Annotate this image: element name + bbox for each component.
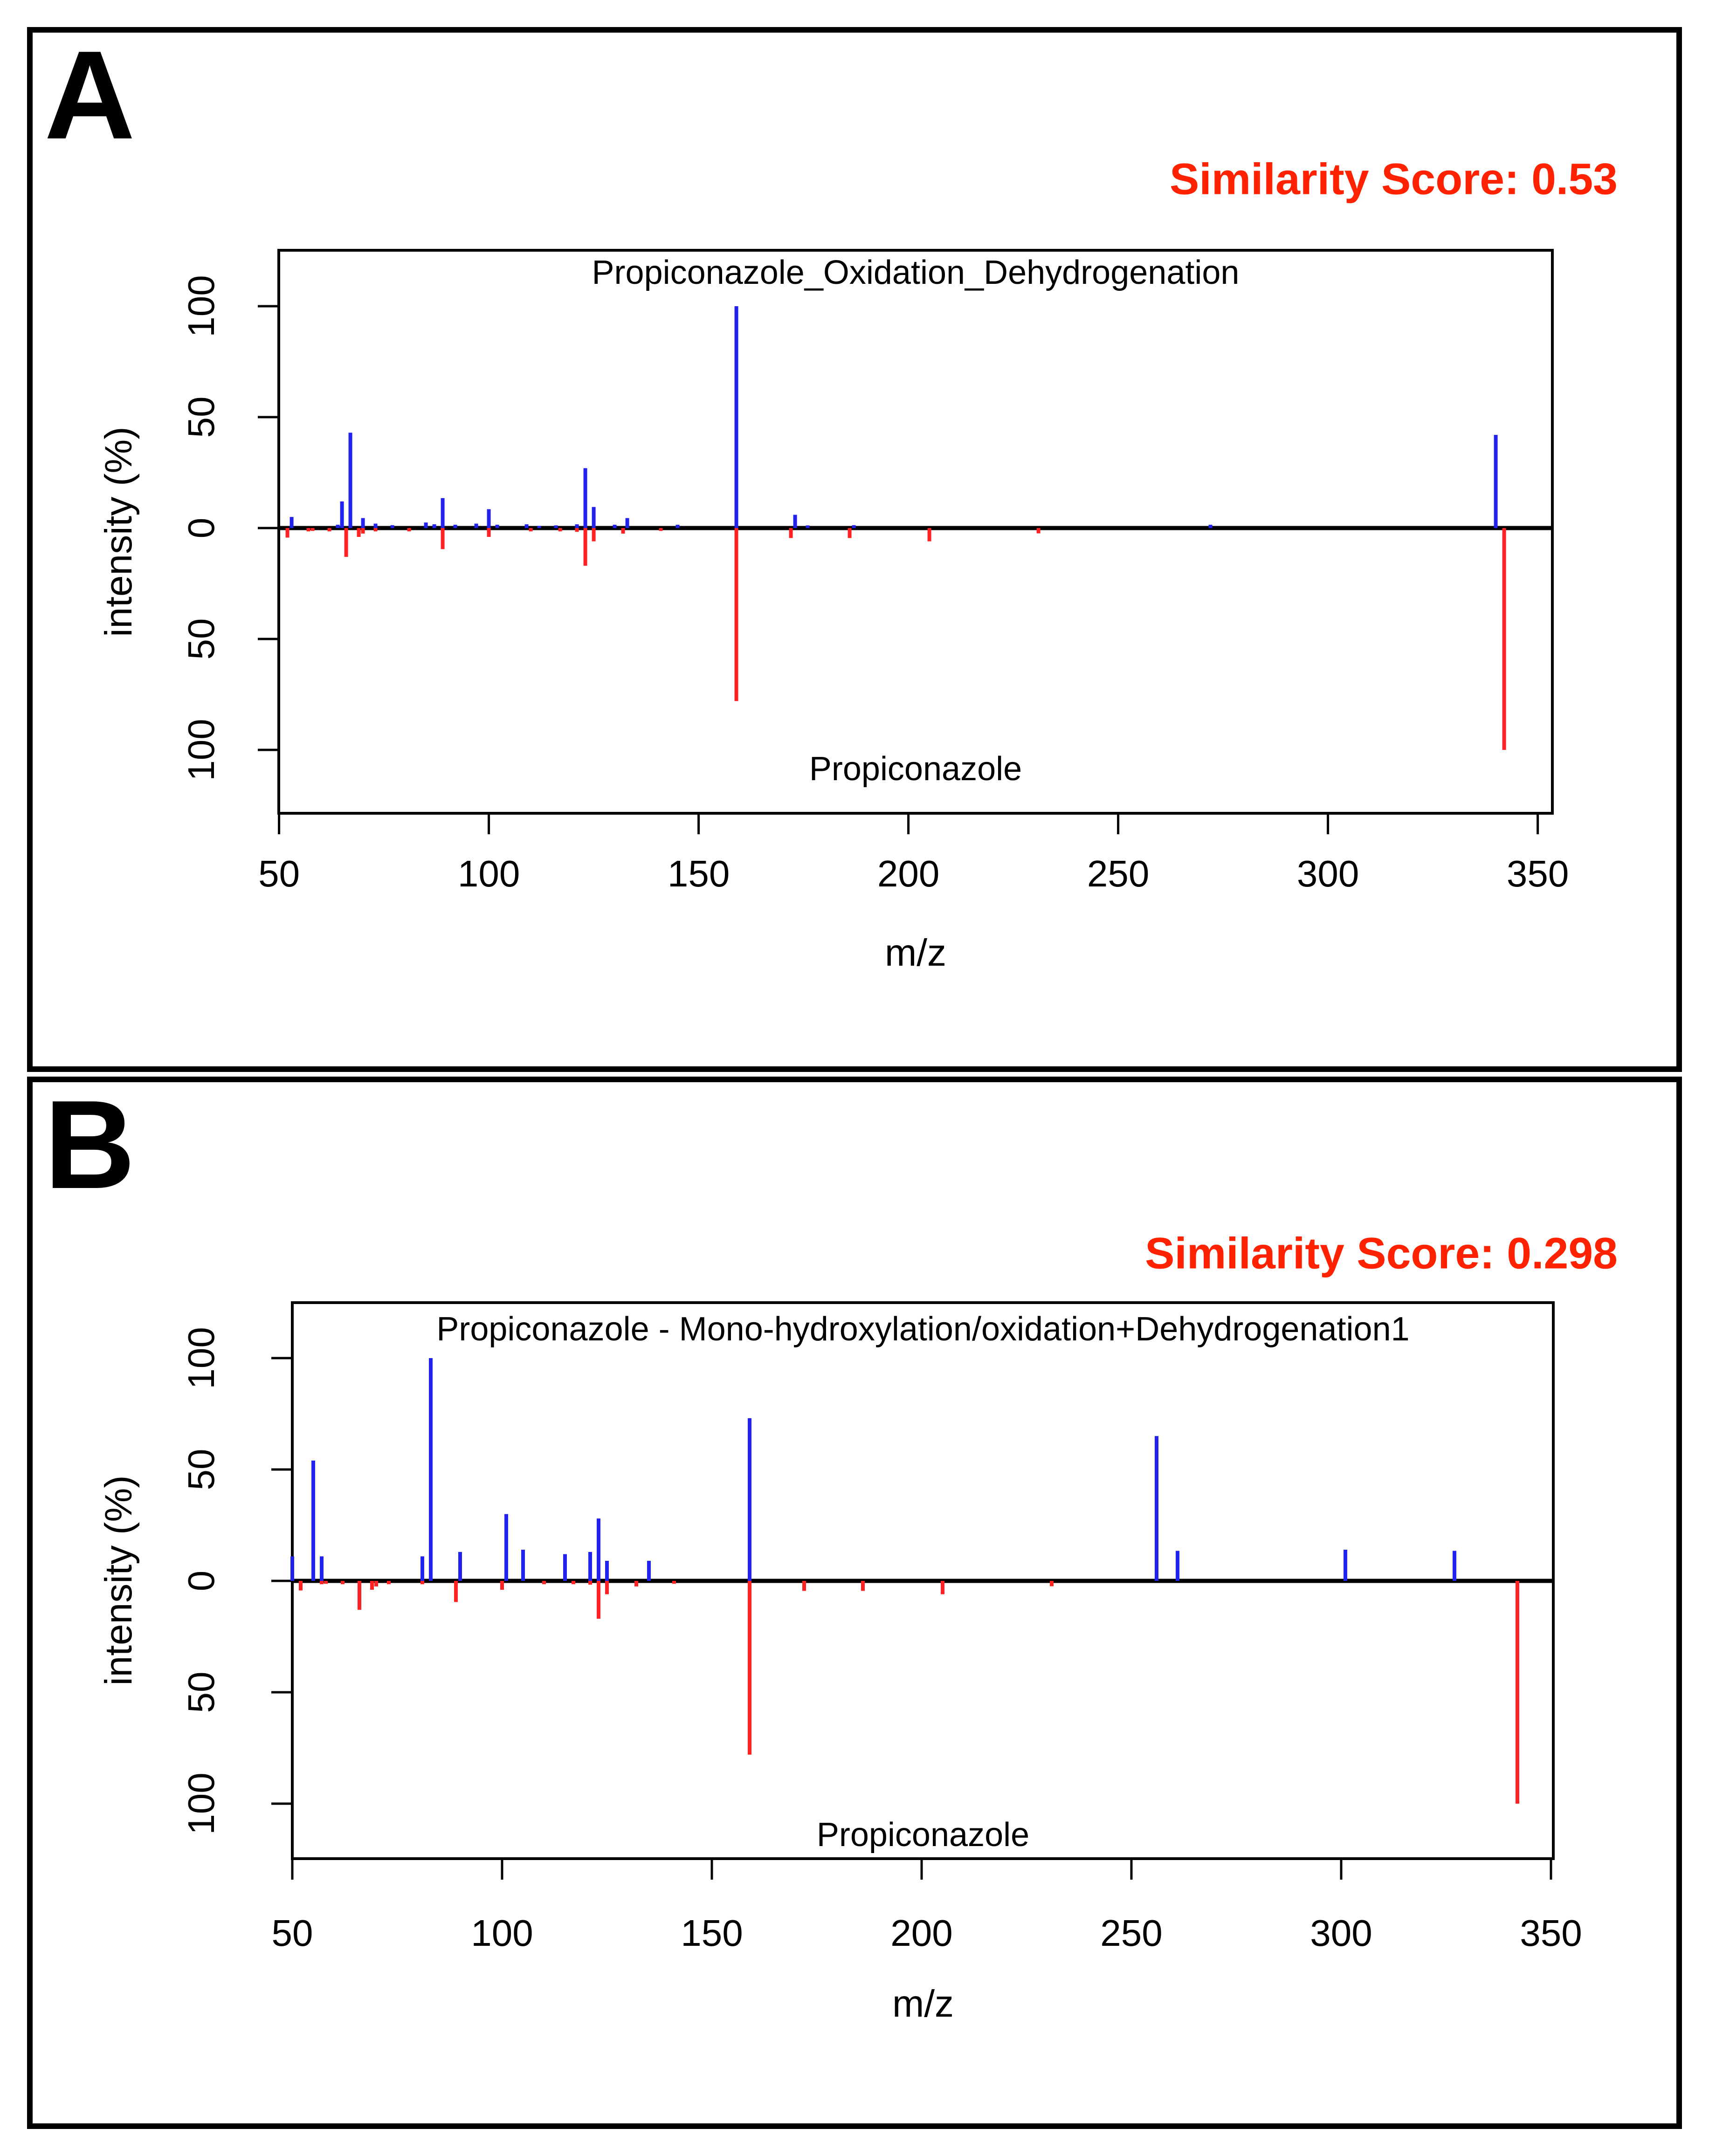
plot-box-a — [279, 250, 1552, 813]
x-tick-label-a: 250 — [1087, 853, 1150, 894]
panel-a-similarity-score: Similarity Score: 0.53 — [1169, 154, 1618, 204]
panel-a-top-spectrum-title: Propiconazole_Oxidation_Dehydrogenation — [592, 254, 1240, 291]
x-tick-label-b: 200 — [890, 1912, 953, 1954]
x-tick-label-a: 50 — [258, 853, 300, 894]
y-tick-label-a: 100 — [180, 275, 222, 337]
y-tick-label-a: 100 — [180, 719, 222, 781]
x-tick-label-a: 350 — [1506, 853, 1569, 894]
x-tick-label-b: 300 — [1310, 1912, 1372, 1954]
x-tick-label-a: 200 — [877, 853, 940, 894]
panel-b-yaxis-label: intensity (%) — [97, 1475, 140, 1686]
panel-a-letter: A — [44, 25, 131, 165]
panel-a-bottom-spectrum-label: Propiconazole — [809, 750, 1022, 788]
x-tick-label-b: 150 — [681, 1912, 743, 1954]
y-tick-label-a: 0 — [180, 517, 222, 539]
panel-b-similarity-score: Similarity Score: 0.298 — [1145, 1229, 1618, 1278]
panel-b-bottom-spectrum-label: Propiconazole — [816, 1816, 1030, 1854]
panel-b-top-spectrum-title: Propiconazole - Mono-hydroxylation/oxidation+Dehydrogenation1 — [436, 1311, 1410, 1348]
panel-b-xaxis-label: m/z — [892, 1983, 954, 2025]
x-tick-label-b: 50 — [271, 1912, 313, 1954]
y-tick-label-b: 50 — [180, 1449, 222, 1490]
y-tick-label-b: 50 — [180, 1671, 222, 1713]
y-tick-label-a: 50 — [180, 618, 222, 660]
y-tick-label-a: 50 — [180, 396, 222, 438]
panel-b-letter: B — [44, 1075, 131, 1215]
panel-a-yaxis-label: intensity (%) — [97, 426, 140, 637]
x-tick-label-b: 250 — [1100, 1912, 1163, 1954]
x-tick-label-b: 100 — [471, 1912, 533, 1954]
y-tick-label-b: 100 — [180, 1327, 222, 1389]
y-tick-label-b: 100 — [180, 1772, 222, 1835]
panel-a-xaxis-label: m/z — [884, 932, 947, 974]
y-tick-label-b: 0 — [180, 1570, 222, 1592]
x-tick-label-a: 150 — [667, 853, 730, 894]
x-tick-label-a: 100 — [457, 853, 520, 894]
x-tick-label-a: 300 — [1296, 853, 1359, 894]
x-tick-label-b: 350 — [1520, 1912, 1582, 1954]
